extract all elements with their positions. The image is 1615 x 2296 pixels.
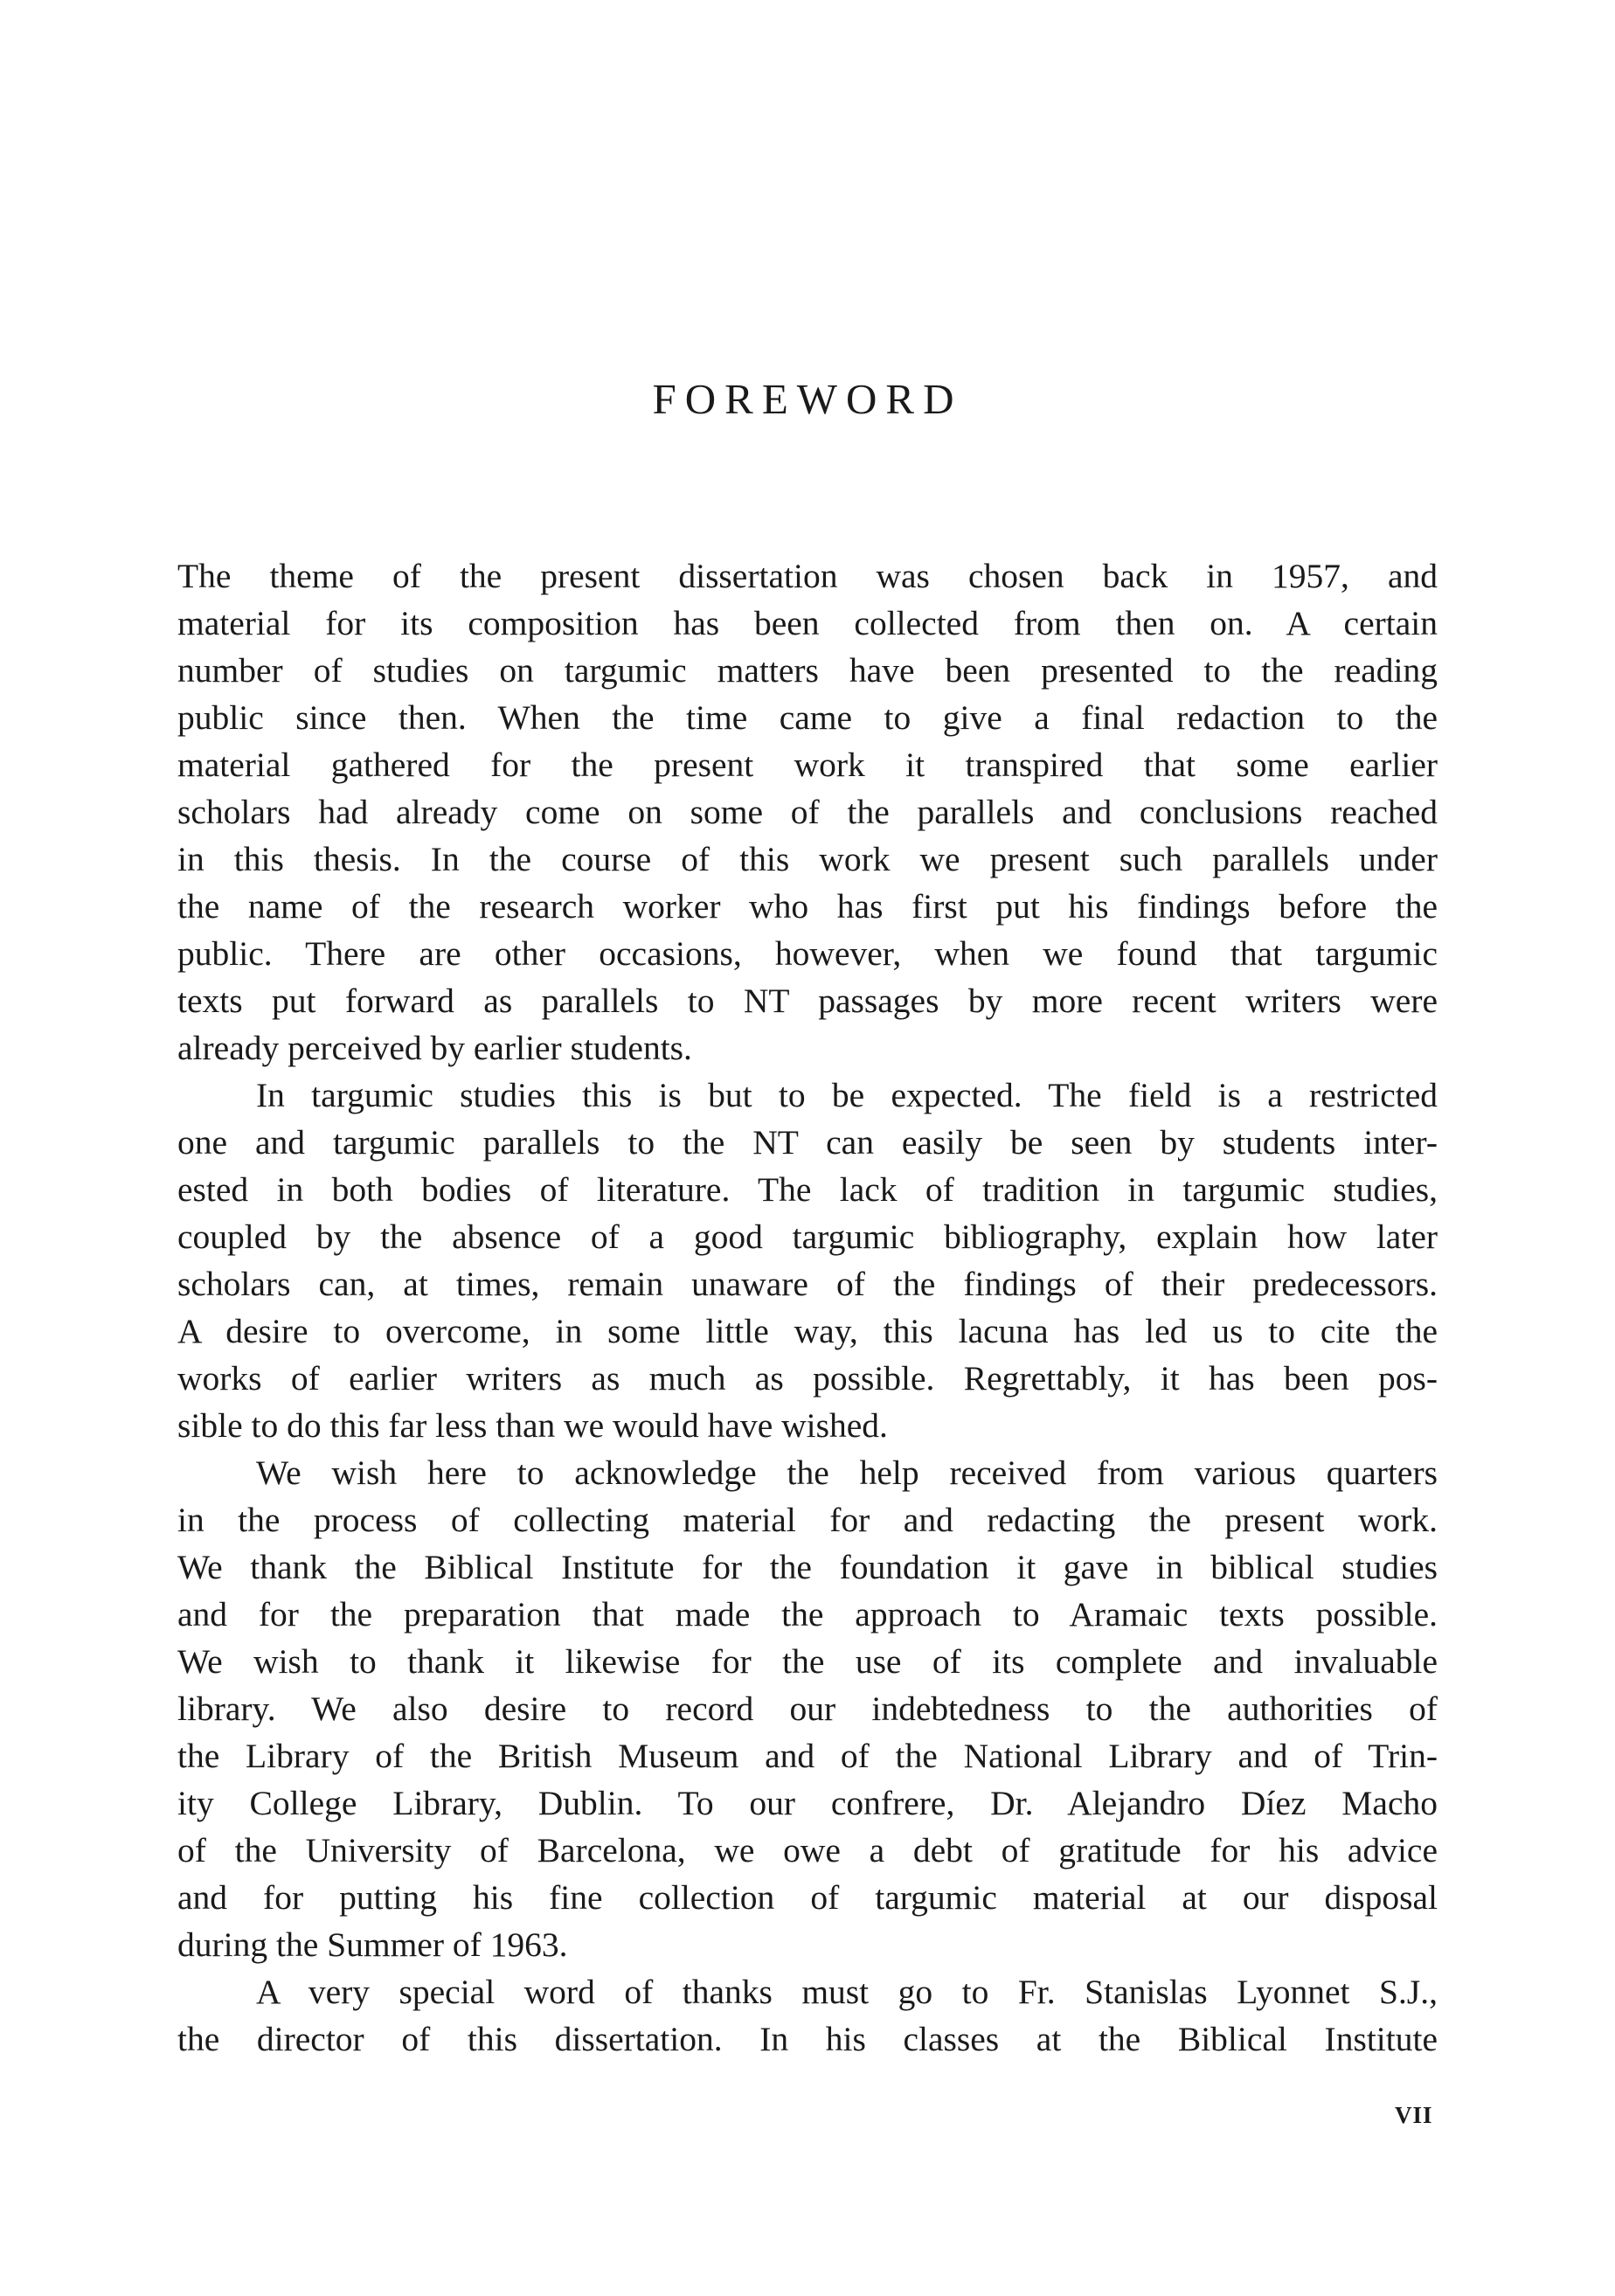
text-line: during the Summer of 1963. [177,1925,568,1964]
text-line: ested in both bodies of literature. The lack of tradition in targumic studies, [177,1170,1438,1209]
text-line: and for the preparation that made the approach to Aramaic texts possible. [177,1595,1438,1634]
text-line: in the process of collecting material for and redacting the present work. [177,1501,1438,1539]
page-number: VII [1395,2102,1433,2128]
text-line: ity College Library, Dublin. To our confrere, Dr. Alejandro Díez Macho [177,1784,1438,1822]
text-line: We wish to thank it likewise for the use of its complete and invaluable [177,1642,1438,1681]
text-line: scholars can, at times, remain unaware of the findings of their predecessors. [177,1265,1438,1303]
text-line: already perceived by earlier students. [177,1029,692,1067]
paragraph [177,1449,1438,1968]
foreword-body [177,552,1438,2063]
text-line: the director of this dissertation. In his classes at the Biblical Institute [177,2020,1438,2058]
paragraph [177,552,1438,1072]
text-line: sible to do this far less than we would have wished. [177,1406,888,1445]
text-line: works of earlier writers as much as possible. Regrettably, it has been pos- [177,1359,1438,1398]
text-line: public. There are other occasions, however, when we found that targumic [177,934,1438,973]
text-line: A desire to overcome, in some little way, this lacuna has led us to cite the [177,1312,1438,1350]
text-line: In targumic studies this is but to be expected. The field is a restricted [256,1076,1438,1114]
text-line: We wish here to acknowledge the help received from various quarters [256,1453,1438,1492]
paragraph [177,1072,1438,1449]
paragraph [177,1968,1438,2063]
text-line: material for its composition has been collected from then on. A certain [177,604,1438,642]
text-line: The theme of the present dissertation was chosen back in 1957, and [177,557,1438,595]
text-line: the name of the research worker who has first put his findings before the [177,887,1438,926]
text-line: material gathered for the present work it transpired that some earlier [177,746,1438,784]
text-line: in this thesis. In the course of this work we present such parallels under [177,840,1438,878]
page-title: FOREWORD [652,375,963,423]
text-line: scholars had already come on some of the parallels and conclusions reached [177,793,1438,831]
text-line: We thank the Biblical Institute for the foundation it gave in biblical studies [177,1548,1438,1586]
text-line: and for putting his fine collection of targumic material at our disposal [177,1878,1438,1917]
text-line: one and targumic parallels to the NT can easily be seen by students inter- [177,1123,1438,1162]
text-line: the Library of the British Museum and of the National Library and of Trin- [177,1737,1438,1775]
text-line: of the University of Barcelona, we owe a debt of gratitude for his advice [177,1831,1438,1869]
text-line: coupled by the absence of a good targumic bibliography, explain how later [177,1217,1438,1256]
text-line: A very special word of thanks must go to Fr. Stanislas Lyonnet S.J., [256,1973,1438,2011]
text-line: library. We also desire to record our indebtedness to the authorities of [177,1689,1438,1728]
text-line: public since then. When the time came to give a final redaction to the [177,698,1438,737]
text-line: texts put forward as parallels to NT passages by more recent writers were [177,982,1438,1020]
text-line: number of studies on targumic matters have been presented to the reading [177,651,1438,690]
